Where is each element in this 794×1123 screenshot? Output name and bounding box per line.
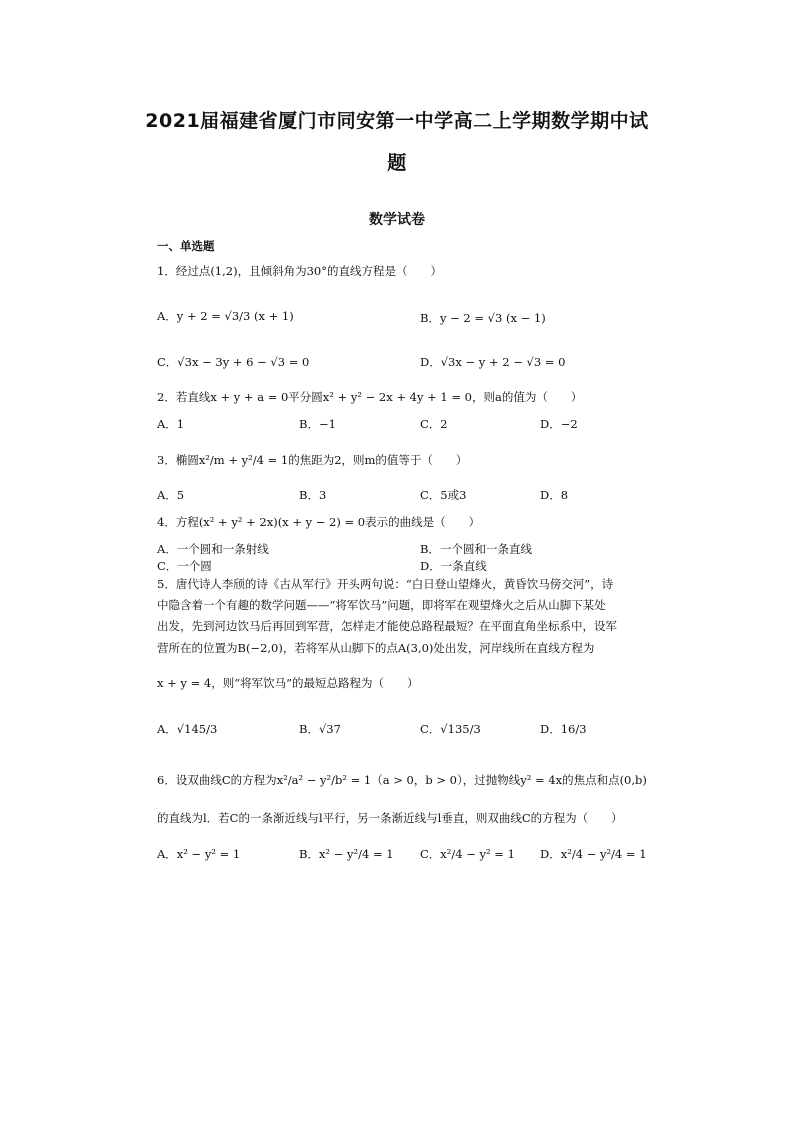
page-title: 2021届福建省厦门市同安第一中学高二上学期数学期中试 bbox=[145, 110, 649, 132]
question-1-option-a: A．y + 2 = √3/3 (x + 1) bbox=[157, 309, 294, 323]
question-5-stem-line-2: 中隐含着一个有趣的数学问题——“将军饮马”问题，即将军在观望烽火之后从山脚下某处 bbox=[157, 598, 606, 612]
question-4-option-a: A．一个圆和一条射线 bbox=[157, 542, 269, 556]
question-5-option-d: D．16/3 bbox=[540, 722, 587, 736]
question-3-option-d: D．8 bbox=[540, 488, 569, 502]
question-3-stem: 3．椭圆x²/m + y²/4 = 1的焦距为2，则m的值等于（ ） bbox=[157, 453, 468, 467]
question-6-option-b: B．x² − y²/4 = 1 bbox=[299, 847, 394, 861]
question-6-option-d: D．x²/4 − y²/4 = 1 bbox=[540, 847, 647, 861]
question-5-option-b: B．√37 bbox=[299, 722, 341, 736]
question-4-option-d: D．一条直线 bbox=[420, 559, 487, 573]
question-6-stem-line-2: 的直线为l．若C的一条渐近线与l平行，另一条渐近线与l垂直，则双曲线C的方程为（ ） bbox=[157, 811, 623, 825]
question-5-option-c: C．√135/3 bbox=[420, 722, 481, 736]
question-3-option-b: B．3 bbox=[299, 488, 327, 502]
question-5-stem-line-3: 出发，先到河边饮马后再回到军营，怎样走才能使总路程最短？在平面直角坐标系中，设军 bbox=[157, 619, 617, 633]
question-5-stem-line-5: x + y = 4，则“将军饮马”的最短总路程为（ ） bbox=[157, 676, 419, 690]
question-2-option-c: C．2 bbox=[420, 417, 448, 431]
question-5-stem-line-1: 5．唐代诗人李颀的诗《古从军行》开头两句说：“白日登山望烽火，黄昏饮马傍交河”，诗 bbox=[157, 577, 614, 591]
section-heading: 一、单选题 bbox=[157, 239, 215, 253]
question-4-option-c: C．一个圆 bbox=[157, 559, 212, 573]
question-4-option-b: B．一个圆和一条直线 bbox=[420, 542, 532, 556]
question-2-option-d: D．−2 bbox=[540, 417, 578, 431]
page-title-continued: 题 bbox=[387, 152, 407, 174]
exam-subtitle: 数学试卷 bbox=[369, 212, 425, 228]
question-2-stem: 2．若直线x + y + a = 0平分圆x² + y² − 2x + 4y + 1 = 0，则a的值为（ ） bbox=[157, 390, 583, 404]
question-5-option-a: A．√145/3 bbox=[157, 722, 218, 736]
question-6-stem-line-1: 6．设双曲线C的方程为x²/a² − y²/b² = 1（a > 0，b > 0），过抛物线y² = 4x的焦点和点(0,b) bbox=[157, 773, 647, 787]
question-1-option-c: C．√3x − 3y + 6 − √3 = 0 bbox=[157, 355, 310, 369]
question-6-option-c: C．x²/4 − y² = 1 bbox=[420, 847, 515, 861]
question-3-option-c: C．5或3 bbox=[420, 488, 467, 502]
question-2-option-b: B．−1 bbox=[299, 417, 336, 431]
question-5-stem-line-4: 营所在的位置为B(−2,0)，若将军从山脚下的点A(3,0)处出发，河岸线所在直线方程为 bbox=[157, 641, 595, 655]
question-1-stem: 1．经过点(1,2)，且倾斜角为30°的直线方程是（ ） bbox=[157, 264, 442, 278]
question-6-option-a: A．x² − y² = 1 bbox=[157, 847, 241, 861]
question-1-option-b: B．y − 2 = √3 (x − 1) bbox=[420, 311, 546, 325]
question-3-option-a: A．5 bbox=[157, 488, 185, 502]
question-4-stem: 4．方程(x² + y² + 2x)(x + y − 2) = 0表示的曲线是（ ） bbox=[157, 515, 481, 529]
question-2-option-a: A．1 bbox=[157, 417, 185, 431]
question-1-option-d: D．√3x − y + 2 − √3 = 0 bbox=[420, 355, 566, 369]
